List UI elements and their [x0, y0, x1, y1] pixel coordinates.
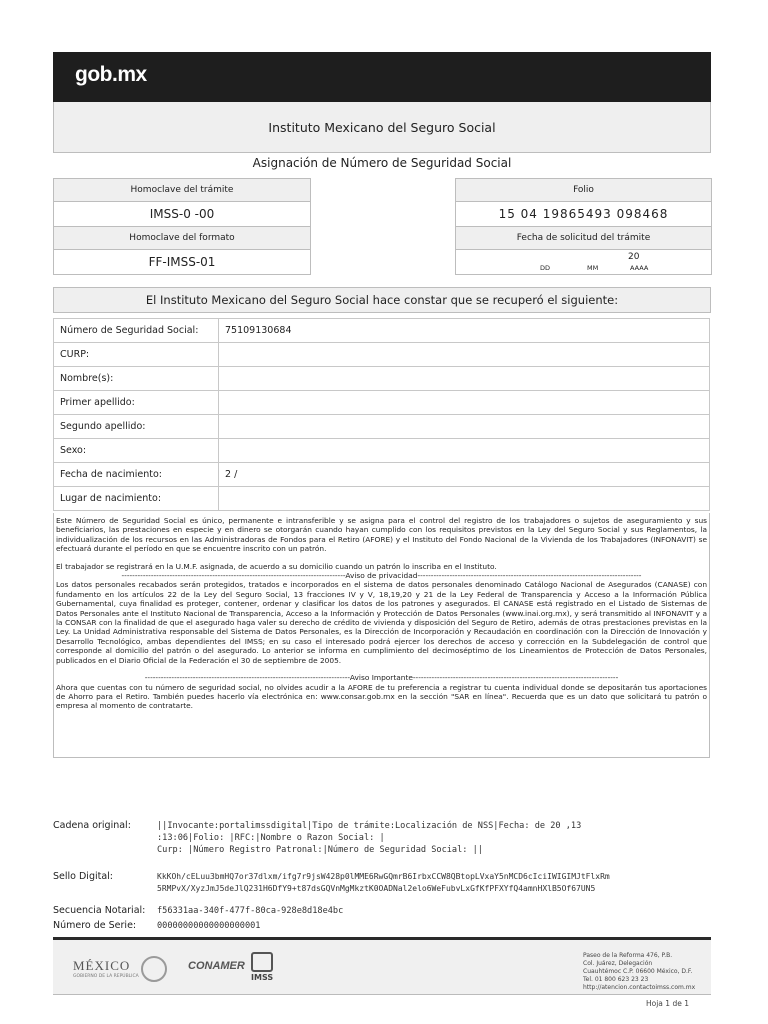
document-subtitle: Asignación de Número de Seguridad Social	[252, 156, 512, 170]
fecha-aaaa-label: AAAA	[630, 264, 649, 272]
folio-value: 15 04 19865493 098468	[456, 201, 711, 226]
footer-band	[53, 937, 711, 995]
field-row	[54, 319, 710, 343]
folio-label: Folio	[456, 179, 711, 201]
field-row	[54, 415, 710, 439]
sello-digital-line-1: KkKOh/cELuu3bmHQ7or37dlxm/ifg7r9jsW428p0lMME6RwGQmrB6IrbxCCW8QBtopLVxaY5nMCD6cIciIWIGIMJtFlxRm	[157, 872, 610, 881]
folio-box	[455, 178, 712, 275]
field-value	[219, 439, 710, 463]
fecha-solicitud-label: Fecha de solicitud del trámite	[456, 226, 711, 249]
homoclave-tramite-value: IMSS-0 -00	[54, 201, 310, 226]
personal-data-table	[53, 318, 710, 511]
field-value: 75109130684	[219, 319, 710, 343]
fecha-solicitud-value	[456, 249, 711, 274]
address-line-1: Paseo de la Reforma 476, P.B.	[583, 952, 673, 959]
fecha-dd-label: DD	[540, 264, 551, 272]
address-line-3: Cuauhtémoc C.P. 06600 México, D.F.	[583, 968, 693, 975]
page-number: Hoja 1 de 1	[646, 999, 689, 1008]
address-line-5: http://atencion.contactoimss.com.mx	[583, 984, 696, 991]
field-row	[54, 391, 710, 415]
legal-paragraph-2: El trabajador se registrará en la U.M.F. asignada, de acuerdo a su domicilio cuando un patrón lo inscriba en el Instituto.	[56, 561, 497, 571]
field-label: Segundo apellido:	[54, 415, 219, 439]
secuencia-notarial-value: f56331aa-340f-477f-80ca-928e8d18e4bc	[157, 906, 344, 916]
fecha-mm-label: MM	[587, 264, 599, 272]
field-label: Sexo:	[54, 439, 219, 463]
constancia-heading: El Instituto Mexicano del Seguro Social hace constar que se recuperó el siguiente:	[53, 287, 711, 313]
field-row	[54, 463, 710, 487]
important-notice-text: Ahora que cuentas con tu número de seguridad social, no olvides acudir a la AFORE de tu preferencia a registrar tu cuenta individual donde se depositarán tus aportaciones de Ahorro para el Retiro. También puedes hacerlo vía electrónica en: www.consar.gob.mx en la sección "SAR en línea". Recuerda que es un dato que solicitará tu patrón o empresa al momento de contratarte.	[56, 682, 707, 711]
cadena-original-label: Cadena original:	[53, 820, 131, 831]
gobierno-logo-text: GOBIERNO DE LA REPÚBLICA	[73, 974, 139, 979]
field-row	[54, 439, 710, 463]
cadena-original-line-3: Curp: |Número Registro Patronal:|Número de Seguridad Social: ||	[157, 845, 483, 855]
homoclave-formato-label: Homoclave del formato	[54, 226, 310, 249]
page-divider	[53, 994, 711, 995]
cadena-original-line-2: :13:06|Folio: |RFC:|Nombre o Razon Social: |	[157, 833, 385, 843]
mexico-logo-text: MÉXICO	[73, 958, 131, 973]
homoclave-tramite-label: Homoclave del trámite	[54, 179, 310, 201]
conamer-logo: CONAMER	[188, 960, 245, 972]
gobmx-header	[53, 52, 711, 102]
field-row	[54, 343, 710, 367]
field-row	[54, 487, 710, 511]
field-label: Número de Seguridad Social:	[54, 319, 219, 343]
cadena-original-line-1: ||Invocante:portalimssdigital|Tipo de trámite:Localización de NSS|Fecha: de 20 ,13	[157, 821, 582, 831]
field-value	[219, 391, 710, 415]
field-value	[219, 487, 710, 511]
homoclave-formato-value: FF-IMSS-01	[54, 249, 310, 274]
field-row	[54, 367, 710, 391]
privacy-notice-text: Los datos personales recabados serán protegidos, tratados e incorporados en el sistema de datos personales denominado Catálogo Nacional de Asegurados (CANASE) con fundamento en los artículos 22 de la Ley del Seguro Social, 13 fracciones IV y V, 18,19,20 y 21 de la Ley Federal de Transparencia y Acceso a la Información Pública Gubernamental, cuya finalidad es proteger, contener, ordenar y clasificar los datos de los patrones y asegurados. El CANASE está registrado en el Listado de Sistemas de Datos Personales ante el Instituto Nacional de Transparencia, Acceso a la Información y Protección de Datos Personales (www.inai.org.mx), y será transmitido al INFONAVIT y a la CONSAR con la finalidad de que el asegurado haga valer su derecho de crédito de vivienda y disposición del Seguro de Retiro, además de otras prestaciones previstas en la Ley. La Unidad Administrativa responsable del Sistema de Datos Personales, es la Dirección de Incorporación y Recaudación en coordinación con la Dirección de Innovación y Desarrollo Tecnológico, ambas dependientes del IMSS; en su caso el interesado podrá ejercer los derechos de acceso y corrección en la Subdelegación de control que corresponde al domicilio del patrón o del asegurado. Lo anterior se informa en cumplimiento del decimoséptimo de los Lineamientos de Protección de Datos Personales, publicados en el Diario Oficial de la Federación el 30 de septiembre de 2005.	[56, 580, 707, 665]
national-seal-icon	[141, 956, 167, 982]
field-value	[219, 343, 710, 367]
field-value	[219, 367, 710, 391]
field-label: Fecha de nacimiento:	[54, 463, 219, 487]
footer-address	[583, 952, 695, 992]
field-label: Nombre(s):	[54, 367, 219, 391]
imss-emblem-icon	[251, 952, 273, 972]
homoclave-box	[53, 178, 311, 275]
secuencia-notarial-label: Secuencia Notarial:	[53, 905, 146, 916]
address-line-2: Col. Juárez, Delegación	[583, 960, 653, 967]
imss-logo-text: IMSS	[251, 973, 274, 982]
legal-paragraph-1: Este Número de Seguridad Social es único, permanente e intransferible y se asigna para el control del registro de los trabajadores o sujetos de aseguramiento y sus beneficiarios, las prestaciones en especie y en dinero se otorgarán cuando hayan cumplido con los requisitos previstos en la Ley del Seguro Social y sus Reglamentos, la individualización de los recursos en las Administradoras de Fondos para el Retiro (AFORE) y el Instituto del Fondo Nacional de la Vivienda de los Trabajadores (INFONAVIT) se efectuará durante el período en que se encuentre inscrito con un patrón.	[56, 516, 707, 554]
address-line-4: Tel. 01 800 623 23 23	[583, 976, 649, 983]
field-value: 2 /	[219, 463, 710, 487]
digital-signature-block	[53, 820, 711, 940]
fecha-year: 20	[628, 252, 640, 262]
legal-notice	[53, 513, 710, 758]
numero-serie-value: 00000000000000000001	[157, 921, 261, 931]
important-notice-title: -----------------------------------------------------------------------------Aviso Importante-----------------------------------------------------------------------------	[144, 673, 619, 683]
gobmx-logo: gob.mx	[75, 63, 147, 86]
privacy-notice-title: ------------------------------------------------------------------------------------Aviso de privacidad------------------------------------------------------------------------------------	[121, 571, 642, 581]
institution-title: Instituto Mexicano del Seguro Social	[53, 102, 711, 153]
numero-serie-label: Número de Serie:	[53, 920, 137, 931]
sello-digital-label: Sello Digital:	[53, 871, 113, 882]
field-label: CURP:	[54, 343, 219, 367]
field-value	[219, 415, 710, 439]
field-label: Lugar de nacimiento:	[54, 487, 219, 511]
sello-digital-line-2: 5RMPvX/XyzJmJ5deJlQ231H6DfY9+t87dsGQVnMgMkztK0OADNal2elo6WeFubvLxGfKfPFXYfQ4amnHXlB5Of67UN5	[157, 884, 596, 893]
field-label: Primer apellido:	[54, 391, 219, 415]
